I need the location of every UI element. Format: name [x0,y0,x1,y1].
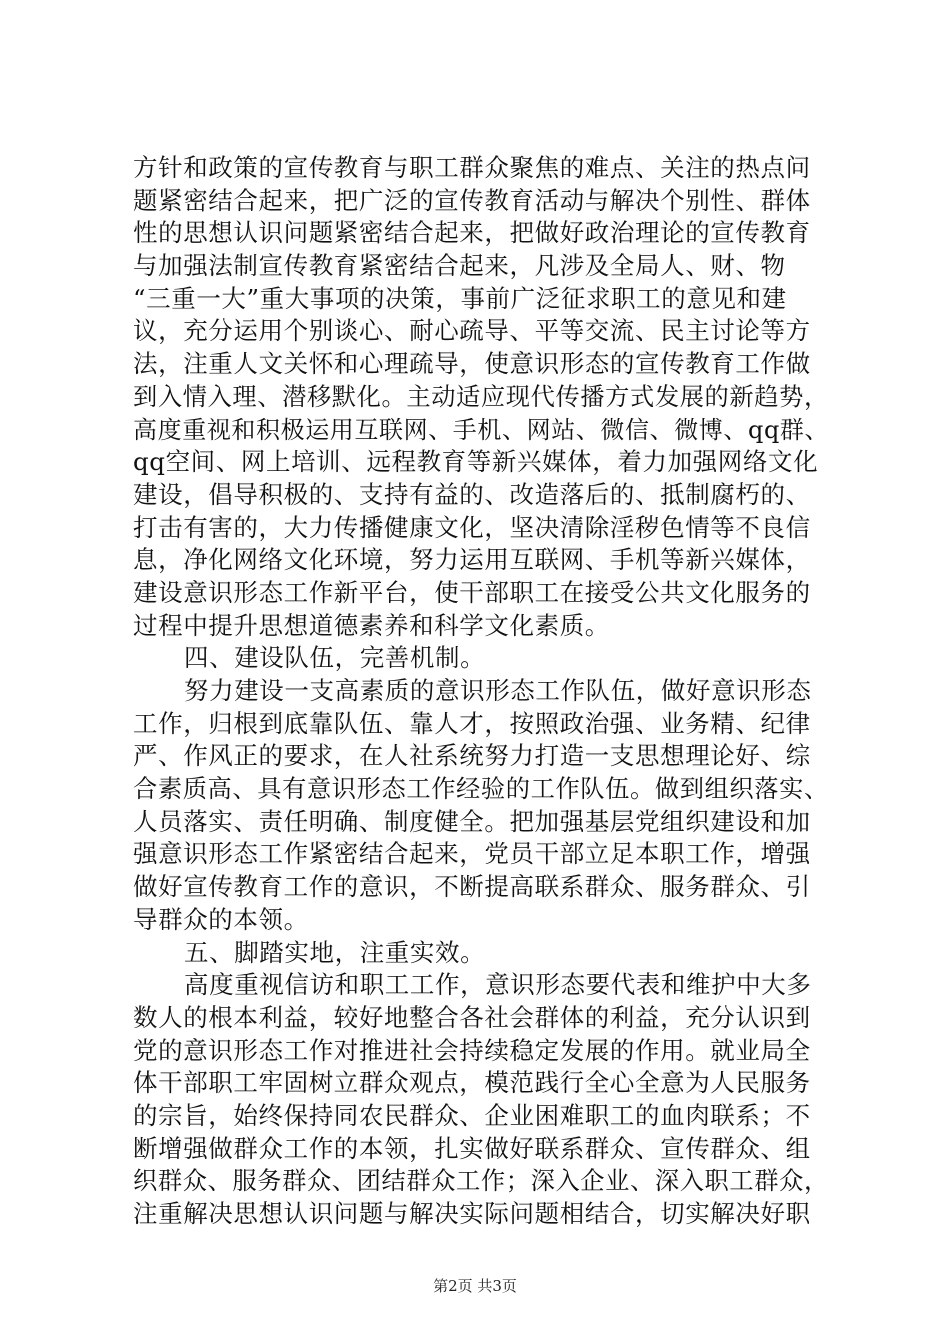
text-line: 努力建设一支高素质的意识形态工作队伍，做好意识形态 [184,676,812,705]
text-line: 导群众的本领。 [133,904,309,934]
text-line: “三重一大”重大事项的决策，事前广泛征求职工的意见和建 [133,283,787,313]
text-line: 性的思想认识问题紧密结合起来，把做好政治理论的宣传教育 [133,218,811,248]
text-line: qq空间、网上培训、远程教育等新兴媒体，着力加强网络文化 [133,447,819,477]
text-line: 强意识形态工作紧密结合起来，党员干部立足本职工作，增强 [133,839,811,869]
text-line: 工作，归根到底靠队伍、靠人才，按照政治强、业务精、纪律 [133,708,811,738]
text-line: 党的意识形态工作对推进社会持续稳定发展的作用。就业局全 [133,1035,811,1065]
text-line: 建设，倡导积极的、支持有益的、改造落后的、抵制腐朽的、 [133,479,811,509]
text-line: 断增强做群众工作的本领，扎实做好联系群众、宣传群众、组 [133,1133,811,1163]
text-line: 注重解决思想认识问题与解决实际问题相结合，切实解决好职 [133,1199,811,1228]
page-footer: 第2页 共3页 [433,1277,517,1295]
text-line: 五、脚踏实地，注重实效。 [184,937,486,967]
text-line: 息，净化网络文化环境，努力运用互联网、手机等新兴媒体， [133,545,811,575]
text-line: 严、作风正的要求，在人社系统努力打造一支思想理论好、综 [133,741,811,771]
text-line: 体干部职工牢固树立群众观点，模范践行全心全意为人民服务 [133,1068,811,1098]
document-body [133,152,833,1231]
text-line: 的宗旨，始终保持同农民群众、企业困难职工的血肉联系；不 [133,1100,811,1130]
text-line: 方针和政策的宣传教育与职工群众聚焦的难点、关注的热点问 [133,153,811,182]
text-line: 合素质高、具有意识形态工作经验的工作队伍。做到组织落实、 [133,774,829,804]
text-line: 数人的根本利益，较好地整合各社会群体的利益，充分认识到 [133,1002,811,1032]
text-line: 高度重视和积极运用互联网、手机、网站、微信、微博、qq群、 [133,415,830,444]
text-line: 高度重视信访和职工工作，意识形态要代表和维护中大多 [184,970,812,1000]
text-line: 法，注重人文关怀和心理疏导，使意识形态的宣传教育工作做 [133,349,811,379]
text-line: 题紧密结合起来，把广泛的宣传教育活动与解决个别性、群体 [133,185,811,215]
text-line: 建设意识形态工作新平台，使干部职工在接受公共文化服务的 [133,577,811,607]
text-line: 过程中提升思想道德素养和科学文化素质。 [133,610,610,640]
text-line: 到入情入理、潜移默化。主动适应现代传播方式发展的新趋势， [133,381,829,411]
text-line: 打击有害的，大力传播健康文化，坚决清除淫秽色情等不良信 [133,512,811,542]
text-line: 四、建设队伍，完善机制。 [184,643,486,673]
text-line: 议，充分运用个别谈心、耐心疏导、平等交流、民主讨论等方 [133,316,811,346]
text-line: 织群众、服务群众、团结群众工作；深入企业、深入职工群众， [133,1166,829,1196]
text-line: 人员落实、责任明确、制度健全。把加强基层党组织建设和加 [133,806,811,836]
text-line: 与加强法制宣传教育紧密结合起来，凡涉及全局人、财、物 [133,251,786,281]
text-line: 做好宣传教育工作的意识，不断提高联系群众、服务群众、引 [133,872,811,902]
